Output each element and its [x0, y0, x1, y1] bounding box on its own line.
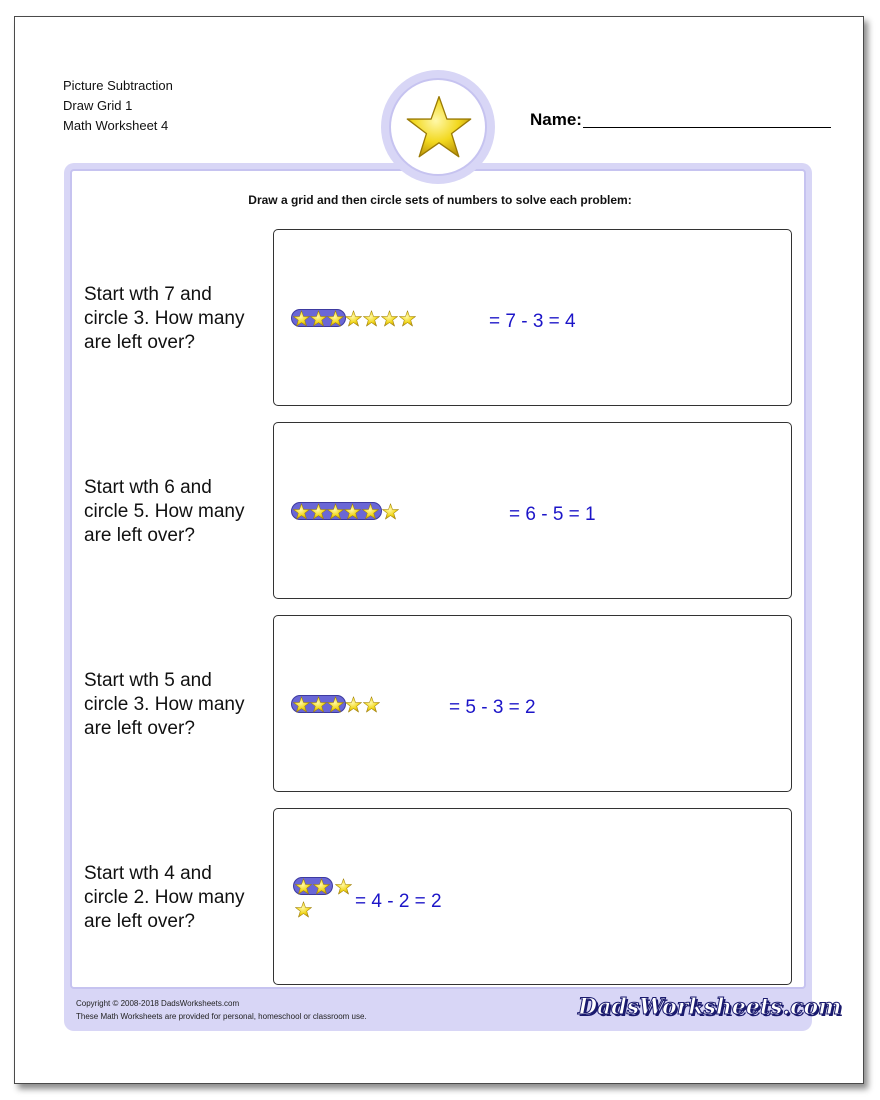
- star-icon: [399, 310, 416, 327]
- prompt-line: are left over?: [84, 718, 195, 739]
- answer-equation: = 6 - 5 = 1: [509, 504, 596, 525]
- star-icon: [293, 310, 310, 327]
- star-icon: [345, 696, 362, 713]
- prompt-line: Start wth 5 and: [84, 670, 212, 691]
- dadsworksheets-logo[interactable]: DadsWorksheets.com: [578, 994, 842, 1020]
- name-field[interactable]: [583, 127, 831, 128]
- problem-4-answer-box[interactable]: [273, 808, 792, 985]
- prompt-line: circle 3. How many: [84, 694, 245, 715]
- prompt-line: circle 5. How many: [84, 501, 245, 522]
- instructions: Draw a grid and then circle sets of numbers to solve each problem:: [248, 193, 632, 207]
- star-icon: [310, 696, 327, 713]
- worksheet-title: Picture Subtraction: [63, 78, 173, 93]
- star-icon: [362, 503, 379, 520]
- prompt-line: Start wth 6 and: [84, 477, 212, 498]
- problem-3-prompt: [84, 669, 269, 741]
- prompt-line: are left over?: [84, 911, 195, 932]
- star-badge-inner: [389, 78, 487, 176]
- usage-notice: These Math Worksheets are provided for personal, homeschool or classroom use.: [76, 1012, 367, 1021]
- prompt-line: circle 3. How many: [84, 308, 245, 329]
- star-icon: [310, 310, 327, 327]
- prompt-line: Start wth 4 and: [84, 863, 212, 884]
- prompt-line: are left over?: [84, 525, 195, 546]
- star-icon: [327, 696, 344, 713]
- worksheet-subtitle: Draw Grid 1: [63, 98, 133, 113]
- star-icon: [327, 310, 344, 327]
- prompt-line: are left over?: [84, 332, 195, 353]
- problem-4-prompt: [84, 862, 269, 934]
- copyright-text: Copyright © 2008-2018 DadsWorksheets.com: [76, 999, 240, 1008]
- problem-1-prompt: [84, 283, 269, 355]
- problem-1-answer-box[interactable]: [273, 229, 792, 406]
- worksheet-number: Math Worksheet 4: [63, 118, 169, 133]
- star-icon: [344, 503, 361, 520]
- answer-equation: = 5 - 3 = 2: [449, 697, 536, 718]
- answer-equation: = 4 - 2 = 2: [355, 891, 442, 912]
- star-badge: [381, 70, 495, 184]
- star-icon: [382, 503, 399, 520]
- star-icon: [345, 310, 362, 327]
- star-icon: [295, 878, 312, 895]
- star-icon: [293, 696, 310, 713]
- star-icon: [381, 310, 398, 327]
- star-icon: [405, 94, 473, 160]
- star-icon: [310, 503, 327, 520]
- star-icon: [335, 878, 352, 895]
- problem-3-answer-box[interactable]: [273, 615, 792, 792]
- star-icon: [313, 878, 330, 895]
- problem-2-prompt: [84, 476, 269, 548]
- problem-2-answer-box[interactable]: [273, 422, 792, 599]
- prompt-line: Start wth 7 and: [84, 284, 212, 305]
- answer-equation: = 7 - 3 = 4: [489, 311, 576, 332]
- star-icon: [295, 901, 312, 918]
- star-icon: [363, 696, 380, 713]
- star-icon: [293, 503, 310, 520]
- star-icon: [327, 503, 344, 520]
- name-label: Name:: [530, 110, 582, 129]
- prompt-line: circle 2. How many: [84, 887, 245, 908]
- star-icon: [363, 310, 380, 327]
